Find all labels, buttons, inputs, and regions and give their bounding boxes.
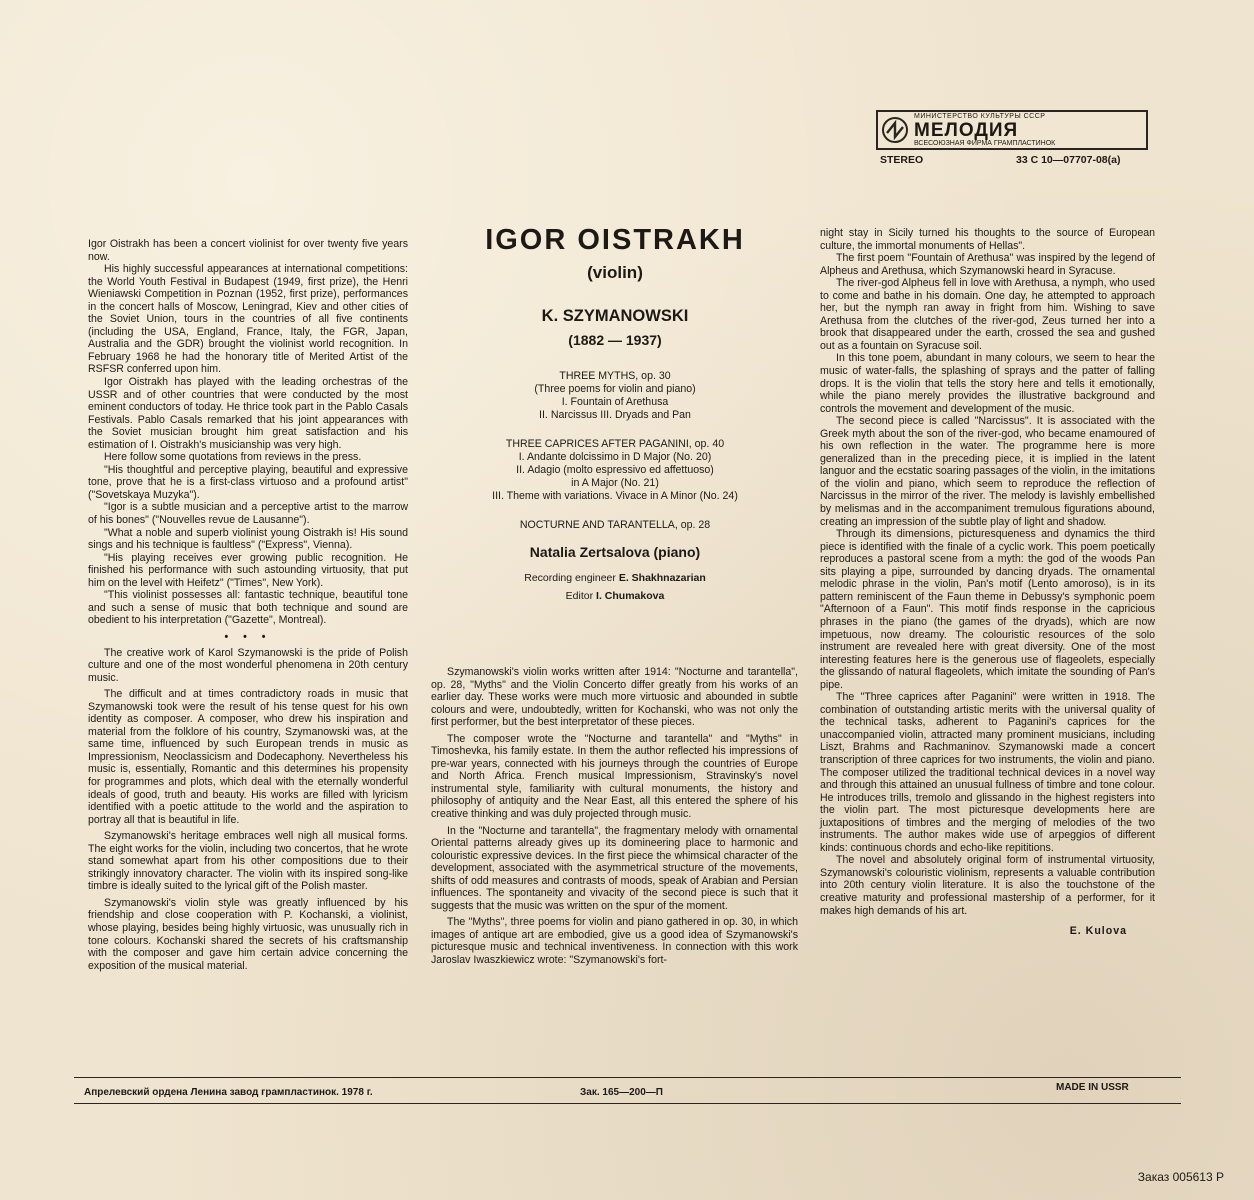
paragraph: Here follow some quotations from reviews in the press. [104,451,362,464]
paragraph: The creative work of Karol Szymanowski is the pride of Polish culture and one of the most wonderful phenomena in 20th century music. [88,646,408,684]
engineer-credit: Recording engineer E. Shakhnazarian [524,572,706,584]
paragraph: "This violinist possesses all: fantastic technique, beautiful tone and such a sense of music that both technique and sound are obedient to his interpretation ("Gazette", Montreal). [88,589,408,627]
paragraph: The second piece is called "Narcissus". It is associated with the Greek myth about the son of the river-god, who became enamoured of his own reflection in the water. The programme here is more generalized than in the preceding piece, it is implied in the latent languor and the ecstatic soaring passages of the violin, in the imitations of the violin and piano, which seem to reproduce the reflection of Narcissus in the mirror of the river. The melody is lavishly embellished by melismas and in the accompaniment tremulous figurations abound, creating an impression of the subtle play of light and shadow. [820,415,1155,528]
paragraph: In this tone poem, abundant in many colours, we seem to hear the music of water-falls, the splashing of sprays and the patter of falling drops. It is the violin that tells the story here and tells it emotionally, while the piano merely provides the illustrative background and controls the movement and development of the music. [820,352,1155,415]
stereo-mark: STEREO [880,154,924,166]
plant-imprint: Апрелевский ордена Ленина завод грампластинок. 1978 г. [84,1087,373,1098]
paragraph: "Igor is a subtle musician and a perceptive artist to the marrow of his bones" ("Nouvelles revue de Lausanne"). [88,501,408,527]
paragraph: Through its dimensions, picturesqueness and dynamics the third piece is identified with the finale of a cyclic work. This poem poetically reproduces a pastoral scene from a myth: the god of the woods Pan sits playing a pipe, surrounded by dancing dryads. The ornamental melodic phrase in the violin, Pan's motif (Lento amoroso), is in its pattern reminiscent of the Faun theme in Debussy's symphonic poem "Afternoon of a Faun". This motif finds response in the capricious phrases in the piano (the games of the dryads), which are now impetuous, now dreamy. The colouristic resources of the solo instrument are revealed here with great diversity. One of the most interesting features here is the generous use of flageolets, especially the glissando of natural flageolets, which imitate the sounding of Pan's pipe. [820,528,1155,691]
paragraph: Igor Oistrakh has been a concert violinist for over twenty five years now. [88,238,408,263]
programme-block [430,223,800,603]
movement: II. Narcissus III. Dryads and Pan [539,409,691,421]
composer-years: (1882 — 1937) [568,332,662,348]
author-signature: E. Kulova [1069,925,1127,938]
paragraph: The "Myths", three poems for violin and piano gathered in op. 30, in which images of antique art are embodied, give us a good idea of Szymanowski's picturesque music and technical inventiveness. In connection with this work Jaroslav Iwaszkiewicz wrote: "Szymanowski's fort- [431,916,798,967]
paragraph: His highly successful appearances at international competitions: the World Youth Festival in Budapest (1949, first prize), the Henri Wieniawski Competition in Poznan (1952, first prize), performances in the concert halls of Moscow, Leningrad, Kiev and other cities of the Soviet Union, tours in the countries of all five continents (including the USA, England, France, Italy, the FGR, Japan, Australia and the GDR) brought the violinist world recognition. In February 1968 he had the honorary title of Merited Artist of the RSFSR conferred upon him. [88,263,408,376]
movement: in A Major (No. 21) [571,477,659,489]
paragraph: Szymanowski's violin works written after 1914: "Nocturne and tarantella", op. 28, "Myths" and the Violin Concerto differ greatly from his works of an earlier day. These works were much more virtuosic and abounded in subtle colours and were, undoubtedly, written for Kochanski, who was not only the first performer, but the best interpretator of these pieces. [431,666,798,729]
paragraph: The novel and absolutely original form of instrumental virtuosity, Szymanowski's colouristic violinism, represents a valuable contribution into 20th century violin literature. It is also the touchstone of the creative maturity and professional mastership of a performer, for it makes high demands of his art. [820,854,1155,917]
work-title: THREE MYTHS, op. 30 [559,370,671,382]
notes-column-middle [431,666,798,967]
paragraph: In the "Nocturne and tarantella", the fragmentary melody with ornamental Oriental patterns already gives up its domineering place to harmonic and colouristic expressive devices. In the first piece the whimsical character of the development, associated with the asymmetrical structure of the movements, shifts of odd measures and contrasts of moods, speak of Arabian and Persian influences. The spontaneity and vivacity of the second piece is such that it suggests that the music was written on the spur of the moment. [431,824,798,912]
paragraph: The first poem "Fountain of Arethusa" was inspired by the legend of Alpheus and Arethusa, which Szymanowski heard in Syracuse. [820,252,1155,277]
notes-column-left [88,238,408,972]
editor-credit: Editor I. Chumakova [565,590,665,602]
catalog-number: 33 С 10—07707-08(а) [1016,154,1121,166]
ministry-text: МИНИСТЕРСТВО КУЛЬТУРЫ СССР [914,112,1046,120]
movement: II. Adagio (molto espressivo ed affettuoso) [516,464,714,476]
paragraph: night stay in Sicily turned his thoughts to the source of European culture, the immortal monuments of Hellas". [820,227,1155,252]
movement: III. Theme with variations. Vivace in A Minor (No. 24) [492,490,738,502]
composer-name: K. SZYMANOWSKI [541,307,689,325]
paragraph: The river-god Alpheus fell in love with Arethusa, a nymph, who used to come and bathe in his domain. One day, he attempted to approach her, but the nymph ran away in fright from him. Wishing to save Arethusa from the clutches of the river-god, Zeus turned her into a brook that disappeared under the earth, crossed the sea and gushed out as a fountain on Syracuse soil. [820,277,1155,352]
work-title: THREE CAPRICES AFTER PAGANINI, op. 40 [505,438,725,450]
paragraph: "What a noble and superb violinist young Oistrakh is! His sound sings and his technique is faultless" ("Express", Vienna). [88,526,408,552]
performer-name: IGOR OISTRAKH [485,224,745,256]
paragraph: Szymanowski's violin style was greatly influenced by his friendship and close cooperation with P. Kochanski, a violinist, whose playing, besides being highly virtuosic, was unusually rich in tone colours. Kochanski shared the secrets of his craftsmanship with the composer and gave him certain advice concerning the exposition of the musical material. [88,896,408,972]
footer-rule [74,1103,1181,1104]
paragraph: Szymanowski's heritage embraces well nigh all musical forms. The eight works for the violin, including two concertos, that he wrote stand somewhat apart from his other compositions due to their strikingly innovatory character. The violin with its inspired song-like timbre is ideally suited to the lyrical gift of the Polish master. [88,830,408,893]
notes-column-right [820,227,1155,938]
pianist-name: Natalia Zertsalova (piano) [529,544,701,560]
paragraph: "His playing receives ever growing public recognition. He finished his performance with such astounding virtuosity, that put him on the level with Heifetz" ("Times", New York). [88,551,408,589]
paragraph: The difficult and at times contradictory roads in music that Szymanowski took were the result of his tense quest for his own identity as composer. A composer, who drew his inspiration and material from the folklore of his country, Szymanowski was, at the same time, influenced by such European trends in music as Impressionism, Neoclassicism and Dodecaphony. Nevertheless his music is, essentially, Romantic and this determines his propensity for programmes and plots, which deal with the eternally wonderful ideals of good, truth and beauty. His works are filled with lyricism identified with a poetic attitude to the world and the aspiration to portray all that is beautiful in life. [88,688,408,826]
brand-name: МЕЛОДИЯ [914,119,1019,141]
movement: I. Fountain of Arethusa [561,396,669,408]
melodiya-emblem-icon [878,112,912,148]
made-in-mark: MADE IN USSR [1056,1082,1129,1093]
paragraph: Igor Oistrakh has played with the leading orchestras of the USSR and of other countries that were conducted by the most eminent conductors of today. He thrice took part in the Pablo Casals Festivals. Pablo Casals remarked that his joint appearances with the Soviet musician brought him great satisfaction and his estimation of I. Oistrakh's musicianship was very high. [88,376,408,451]
order-number: Зак. 165—200—П [580,1087,663,1098]
work-title: NOCTURNE AND TARANTELLA, op. 28 [519,519,711,531]
paragraph: The "Three caprices after Paganini" were written in 1918. The combination of outstanding artistic merits with the universal quality of the technical tasks, adherent to Paganini's caprices for the unaccompanied violin, attracted many prominent musicians, including Liszt, Brahms and Rachmaninov. Szymanowski made a concert transcription of three caprices for two instruments, the violin and piano. The composer utilized the traditional technical devices in a novel way and through this attained an unusual fullness of timbre and tone colour. He introduces trills, tremolo and glissando in the highest registers into the violin part. The most picturesque developments here are juxtapositions of timbres and the merging of melodies of the two instruments. The author makes wide use of arpeggios of different kinds: continuous chords and echo-like repititions. [820,691,1155,854]
work-subtitle: (Three poems for violin and piano) [534,383,696,395]
paragraph: "His thoughtful and perceptive playing, beautiful and expressive tone, prove that he is a first-class virtuoso and a profound artist" ("Sovetskaya Muzyka"). [88,463,408,501]
section-divider: • • • [224,630,272,643]
performer-instrument: (violin) [587,263,643,282]
footer-rule [74,1077,1181,1078]
melodiya-logo [876,110,1148,150]
firm-text: ВСЕСОЮЗНАЯ ФИРМА ГРАМПЛАСТИНОК [914,139,1056,147]
order-code: Заказ 005613 Р [1137,1170,1224,1184]
paragraph: The composer wrote the "Nocturne and tarantella" and "Myths" in Timoshevka, his family estate. In them the author reflected his impressions of pre-war years, connected with his journeys through the countries of Europe and North Africa. French musical Impressionism, Stravinsky's novel instrumental style, familiarity with cultural monuments, the history and philosophy of antiquity and the Near East, all this entered the sphere of his creative thinking and was duly projected through music. [431,732,798,821]
movement: I. Andante dolcissimo in D Major (No. 20) [518,451,712,463]
